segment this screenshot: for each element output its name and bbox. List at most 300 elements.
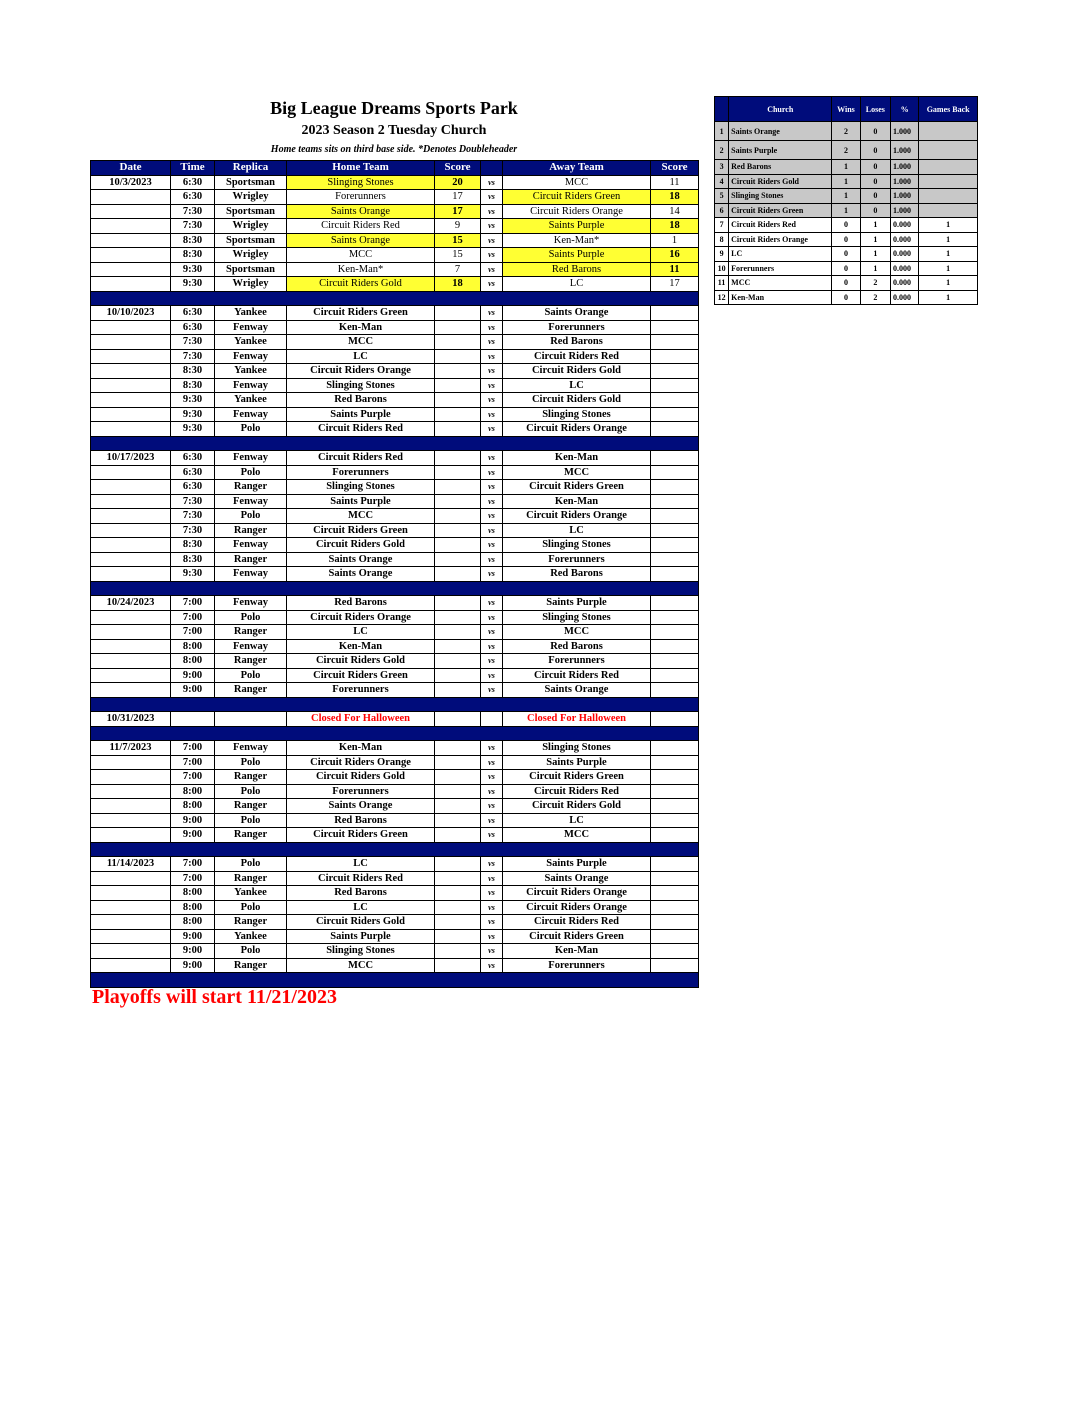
table-row (91, 465, 699, 480)
versus-label: vs (481, 175, 503, 190)
home-team: Circuit Riders Gold (287, 277, 435, 292)
table-row (91, 668, 699, 683)
game-date (91, 233, 171, 248)
away-team: Circuit Riders Orange (503, 204, 651, 219)
versus-label: vs (481, 509, 503, 524)
standings-row (715, 290, 978, 305)
game-date (91, 784, 171, 799)
away-score (651, 364, 699, 379)
game-time: 8:30 (171, 378, 215, 393)
away-score (651, 335, 699, 350)
game-field: Polo (215, 755, 287, 770)
standings-loses: 0 (860, 189, 890, 204)
game-field: Yankee (215, 393, 287, 408)
table-row (91, 552, 699, 567)
away-score (651, 944, 699, 959)
game-date (91, 813, 171, 828)
away-score (651, 784, 699, 799)
versus-label: vs (481, 683, 503, 698)
home-score (435, 465, 481, 480)
game-field: Fenway (215, 494, 287, 509)
standings-header-pct: % (890, 97, 918, 122)
table-row (91, 262, 699, 277)
home-score (435, 828, 481, 843)
game-date (91, 770, 171, 785)
game-field: Ranger (215, 871, 287, 886)
game-date (91, 944, 171, 959)
table-row (91, 451, 699, 466)
game-date (91, 755, 171, 770)
home-team: Circuit Riders Red (287, 219, 435, 234)
table-row (91, 683, 699, 698)
standings-header-loses: Loses (860, 97, 890, 122)
game-time: 6:30 (171, 320, 215, 335)
game-time: 9:00 (171, 944, 215, 959)
home-score: 15 (435, 233, 481, 248)
game-field: Fenway (215, 741, 287, 756)
home-team: Circuit Riders Gold (287, 538, 435, 553)
game-field: Fenway (215, 451, 287, 466)
away-score: 16 (651, 248, 699, 263)
away-score (651, 915, 699, 930)
table-row (91, 204, 699, 219)
game-field: Wrigley (215, 277, 287, 292)
standings-rank: 1 (715, 122, 729, 141)
away-team: Red Barons (503, 262, 651, 277)
home-score (435, 509, 481, 524)
game-field: Sportsman (215, 262, 287, 277)
home-score: 18 (435, 277, 481, 292)
game-field: Ranger (215, 552, 287, 567)
table-row (91, 886, 699, 901)
away-team: Circuit Riders Orange (503, 900, 651, 915)
away-score (651, 378, 699, 393)
home-team: Ken-Man (287, 639, 435, 654)
standings-row (715, 232, 978, 247)
away-team: Saints Orange (503, 683, 651, 698)
standings-games-back: 1 (919, 218, 978, 233)
game-field: Polo (215, 784, 287, 799)
standings-row (715, 261, 978, 276)
home-team: Saints Orange (287, 552, 435, 567)
standings-loses: 0 (860, 174, 890, 189)
versus-label: vs (481, 857, 503, 872)
standings-church: Circuit Riders Orange (729, 232, 832, 247)
versus-label: vs (481, 871, 503, 886)
away-team: LC (503, 378, 651, 393)
standings-church: Red Barons (729, 160, 832, 175)
standings-loses: 1 (860, 218, 890, 233)
home-score (435, 712, 481, 727)
home-team: MCC (287, 248, 435, 263)
standings-rank: 8 (715, 232, 729, 247)
game-date (91, 320, 171, 335)
home-score: 7 (435, 262, 481, 277)
game-time: 7:00 (171, 871, 215, 886)
versus-label: vs (481, 567, 503, 582)
game-time: 6:30 (171, 175, 215, 190)
away-team: Ken-Man (503, 451, 651, 466)
table-row (91, 523, 699, 538)
game-field: Polo (215, 465, 287, 480)
game-time: 7:00 (171, 770, 215, 785)
home-score (435, 944, 481, 959)
standings-row (715, 218, 978, 233)
game-date (91, 364, 171, 379)
away-score (651, 422, 699, 437)
game-time: 8:00 (171, 900, 215, 915)
versus-label: vs (481, 828, 503, 843)
standings-games-back: 1 (919, 247, 978, 262)
table-row (91, 625, 699, 640)
game-field: Fenway (215, 378, 287, 393)
table-row (91, 741, 699, 756)
home-team: Forerunners (287, 683, 435, 698)
game-date: 10/31/2023 (91, 712, 171, 727)
away-score (651, 552, 699, 567)
away-team: Red Barons (503, 639, 651, 654)
table-row (91, 393, 699, 408)
standings-wins: 1 (832, 189, 860, 204)
versus-label: vs (481, 306, 503, 321)
away-team: Circuit Riders Gold (503, 799, 651, 814)
game-field: Fenway (215, 407, 287, 422)
away-score (651, 523, 699, 538)
home-team: Red Barons (287, 596, 435, 611)
home-team: Forerunners (287, 465, 435, 480)
game-date (91, 393, 171, 408)
table-row (91, 277, 699, 292)
versus-label: vs (481, 219, 503, 234)
standings-wins: 0 (832, 261, 860, 276)
game-field: Ranger (215, 828, 287, 843)
table-row (91, 219, 699, 234)
table-row (91, 567, 699, 582)
game-date (91, 538, 171, 553)
home-score (435, 335, 481, 350)
home-team: MCC (287, 509, 435, 524)
away-score (651, 480, 699, 495)
standings-church: MCC (729, 276, 832, 291)
away-score (651, 465, 699, 480)
home-team: Saints Purple (287, 929, 435, 944)
table-row (91, 364, 699, 379)
away-score (651, 683, 699, 698)
game-time: 9:30 (171, 422, 215, 437)
versus-label: vs (481, 233, 503, 248)
standings-wins: 0 (832, 276, 860, 291)
away-team: Forerunners (503, 654, 651, 669)
game-time: 7:30 (171, 523, 215, 538)
game-field: Polo (215, 610, 287, 625)
game-time: 8:00 (171, 784, 215, 799)
game-field: Ranger (215, 683, 287, 698)
home-score: 9 (435, 219, 481, 234)
game-time: 6:30 (171, 306, 215, 321)
away-team: Forerunners (503, 552, 651, 567)
away-score: 11 (651, 262, 699, 277)
table-row (91, 335, 699, 350)
away-team: Saints Purple (503, 755, 651, 770)
col-header-vs (481, 161, 503, 176)
away-team: Circuit Riders Green (503, 480, 651, 495)
game-date (91, 886, 171, 901)
table-row (91, 306, 699, 321)
away-team: Closed For Halloween (503, 712, 651, 727)
versus-label: vs (481, 204, 503, 219)
away-score (651, 654, 699, 669)
game-time: 8:00 (171, 639, 215, 654)
standings-games-back: 1 (919, 290, 978, 305)
game-field: Ranger (215, 799, 287, 814)
home-score (435, 741, 481, 756)
versus-label: vs (481, 813, 503, 828)
away-team: Circuit Riders Gold (503, 393, 651, 408)
away-score: 14 (651, 204, 699, 219)
game-time: 7:30 (171, 494, 215, 509)
away-team: Circuit Riders Green (503, 929, 651, 944)
home-score (435, 755, 481, 770)
home-team: Circuit Riders Orange (287, 364, 435, 379)
home-team: Circuit Riders Gold (287, 915, 435, 930)
game-time: 8:00 (171, 886, 215, 901)
game-date (91, 378, 171, 393)
standings-header-row (715, 97, 978, 122)
away-score (651, 813, 699, 828)
game-date (91, 509, 171, 524)
week-separator (91, 581, 699, 596)
game-date (91, 349, 171, 364)
game-date (91, 523, 171, 538)
home-team: Slinging Stones (287, 480, 435, 495)
table-row (91, 828, 699, 843)
game-time: 7:00 (171, 755, 215, 770)
game-time: 9:00 (171, 958, 215, 973)
standings-pct: 0.000 (890, 218, 918, 233)
versus-label (481, 712, 503, 727)
game-date (91, 335, 171, 350)
standings-games-back (919, 203, 978, 218)
away-team: MCC (503, 465, 651, 480)
game-date (91, 871, 171, 886)
home-score (435, 929, 481, 944)
standings-row (715, 203, 978, 218)
game-field: Fenway (215, 320, 287, 335)
game-time: 7:00 (171, 857, 215, 872)
home-score (435, 451, 481, 466)
away-team: Forerunners (503, 320, 651, 335)
away-score (651, 610, 699, 625)
home-team: Circuit Riders Red (287, 451, 435, 466)
standings-rank: 7 (715, 218, 729, 233)
standings-church: Saints Purple (729, 141, 832, 160)
game-field: Ranger (215, 915, 287, 930)
week-separator-bar (91, 581, 699, 596)
away-team: MCC (503, 828, 651, 843)
col-header-replica: Replica (215, 161, 287, 176)
game-date (91, 668, 171, 683)
game-field (215, 712, 287, 727)
table-row (91, 813, 699, 828)
home-score (435, 639, 481, 654)
game-field: Ranger (215, 958, 287, 973)
standings-church: Forerunners (729, 261, 832, 276)
standings-pct: 0.000 (890, 247, 918, 262)
away-team: Slinging Stones (503, 741, 651, 756)
game-date (91, 204, 171, 219)
standings-pct: 1.000 (890, 141, 918, 160)
home-team: Ken-Man* (287, 262, 435, 277)
game-time: 8:30 (171, 552, 215, 567)
away-team: Forerunners (503, 958, 651, 973)
game-time: 8:30 (171, 364, 215, 379)
home-score (435, 900, 481, 915)
home-score (435, 857, 481, 872)
game-date (91, 915, 171, 930)
standings-church: Ken-Man (729, 290, 832, 305)
table-row (91, 407, 699, 422)
game-field: Fenway (215, 538, 287, 553)
away-score (651, 306, 699, 321)
away-score (651, 349, 699, 364)
game-field: Yankee (215, 886, 287, 901)
game-time: 6:30 (171, 451, 215, 466)
game-time: 8:30 (171, 538, 215, 553)
game-field: Fenway (215, 639, 287, 654)
away-team: LC (503, 523, 651, 538)
home-team: Circuit Riders Green (287, 306, 435, 321)
away-team: Ken-Man* (503, 233, 651, 248)
standings-rank: 9 (715, 247, 729, 262)
game-date: 11/14/2023 (91, 857, 171, 872)
home-team: Circuit Riders Orange (287, 610, 435, 625)
home-score (435, 799, 481, 814)
away-score (651, 639, 699, 654)
game-field: Wrigley (215, 248, 287, 263)
standings-rank: 5 (715, 189, 729, 204)
away-score (651, 755, 699, 770)
game-time: 9:30 (171, 262, 215, 277)
versus-label: vs (481, 538, 503, 553)
game-field: Wrigley (215, 219, 287, 234)
home-team: Saints Purple (287, 494, 435, 509)
game-field: Yankee (215, 929, 287, 944)
home-score (435, 958, 481, 973)
standings-loses: 2 (860, 276, 890, 291)
home-team: Circuit Riders Green (287, 828, 435, 843)
game-time: 7:00 (171, 741, 215, 756)
home-team: Circuit Riders Green (287, 668, 435, 683)
standings-loses: 0 (860, 203, 890, 218)
away-team: Saints Purple (503, 219, 651, 234)
game-field: Fenway (215, 567, 287, 582)
versus-label: vs (481, 393, 503, 408)
game-time: 7:30 (171, 335, 215, 350)
game-date (91, 422, 171, 437)
table-row (91, 654, 699, 669)
game-time: 9:00 (171, 813, 215, 828)
home-team: Forerunners (287, 190, 435, 205)
game-date (91, 654, 171, 669)
table-row (91, 639, 699, 654)
game-date (91, 552, 171, 567)
standings-loses: 1 (860, 247, 890, 262)
table-row (91, 929, 699, 944)
home-score (435, 552, 481, 567)
home-team: Red Barons (287, 393, 435, 408)
game-time: 9:00 (171, 929, 215, 944)
home-team: Red Barons (287, 813, 435, 828)
home-team: LC (287, 625, 435, 640)
home-team: Slinging Stones (287, 944, 435, 959)
game-date (91, 958, 171, 973)
game-time: 7:00 (171, 610, 215, 625)
standings-row (715, 174, 978, 189)
game-field: Polo (215, 813, 287, 828)
table-row (91, 610, 699, 625)
home-score (435, 349, 481, 364)
table-row (91, 958, 699, 973)
away-team: MCC (503, 175, 651, 190)
game-date (91, 929, 171, 944)
standings-pct: 1.000 (890, 174, 918, 189)
table-row (91, 480, 699, 495)
game-date (91, 465, 171, 480)
home-team: Circuit Riders Orange (287, 755, 435, 770)
standings-pct: 0.000 (890, 276, 918, 291)
game-field: Ranger (215, 770, 287, 785)
standings-pct: 1.000 (890, 203, 918, 218)
versus-label: vs (481, 494, 503, 509)
away-score (651, 668, 699, 683)
game-date: 11/7/2023 (91, 741, 171, 756)
home-team: MCC (287, 335, 435, 350)
standings-wins: 2 (832, 141, 860, 160)
schedule-table (90, 160, 699, 988)
week-separator-bar (91, 291, 699, 306)
standings-row (715, 160, 978, 175)
home-team: Forerunners (287, 784, 435, 799)
home-score: 15 (435, 248, 481, 263)
home-team: Closed For Halloween (287, 712, 435, 727)
game-time: 8:00 (171, 915, 215, 930)
table-row (91, 944, 699, 959)
game-date (91, 610, 171, 625)
versus-label: vs (481, 654, 503, 669)
away-score: 1 (651, 233, 699, 248)
week-separator-bar (91, 973, 699, 988)
home-score (435, 813, 481, 828)
week-separator (91, 697, 699, 712)
away-score (651, 770, 699, 785)
col-header-home-score: Score (435, 161, 481, 176)
standings-wins: 0 (832, 218, 860, 233)
away-score (651, 871, 699, 886)
home-team: LC (287, 349, 435, 364)
home-score (435, 538, 481, 553)
home-score: 17 (435, 204, 481, 219)
home-score (435, 871, 481, 886)
away-score (651, 494, 699, 509)
standings-row (715, 189, 978, 204)
versus-label: vs (481, 277, 503, 292)
game-field: Sportsman (215, 204, 287, 219)
away-score (651, 857, 699, 872)
home-team: Circuit Riders Green (287, 523, 435, 538)
away-score (651, 407, 699, 422)
game-time: 9:00 (171, 683, 215, 698)
away-team: Circuit Riders Orange (503, 886, 651, 901)
